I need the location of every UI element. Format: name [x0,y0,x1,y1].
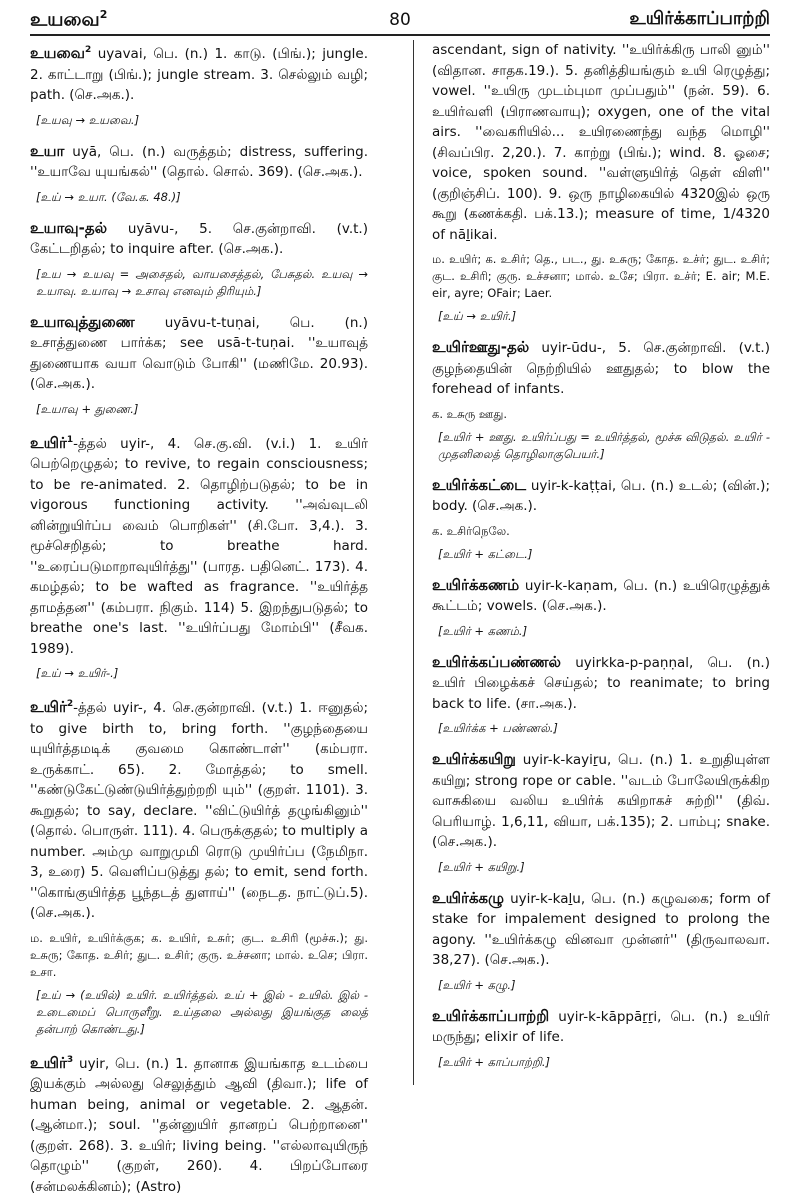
headword: உயிர்க்காப்பாற்றி [432,1006,550,1025]
dictionary-entry [432,337,770,400]
etymology-note: [உய் → உயிர்.] [438,309,517,323]
header-left-guide-word: உயவை$^2$ [30,8,108,31]
dictionary-entry [432,888,770,971]
definition-text: uyavai, பெ. (n.) 1. காடு. (பிங்.); jungle. 2. காட்டாறு (பிங்.); jungle stream. 3. செல்லும் வழி; path. (செ.அக.). [30,46,368,103]
headword: உயவை$^2$ [30,44,92,62]
header-rule [30,34,770,36]
cognates-line: ம. உயிர், உயிர்க்குக; க. உயிர், உசுர்; குட. உசிரி (மூச்சு.); து. உசுரு; கோத. உசிர்; துட. உசிர்; குரு. உச்சனா; மால். உசெ; பிரா. உசா. [30,930,368,979]
dictionary-entry [432,475,770,517]
definition-text: uyāvu-, 5. செ.குன்றாவி. (v.t.) கேட்டறிதல்; to inquire after. (செ.அக.). [30,220,368,257]
left-column [30,40,368,1203]
headword: உயிர்$^2$ [30,698,74,716]
headword: உயிர்ஊது-தல் [432,338,530,356]
etymology-note: [உயிர் + காப்பாற்றி.] [438,1054,551,1069]
definition-text: uyir-k-kayiṟu, பெ. (n.) 1. உறுதியுள்ள கயிறு; strong rope or cable. ''வடம் போலேயிருக்கிற வாசுகியை வலிய உயிர்க் கயிறாகச் சுற்றி'' (திவ். பெரியாழ். 1,6,11, வியா, பக்.135); 2. பாம்பு; snake. (செ.அக.). [432,752,770,850]
etymology-note: [உயாவு + துணை.] [36,401,139,416]
definition-text: uyir-ūdu-, 5. செ.குன்றாவி. (v.t.) குழந்தையின் நெற்றியில் ஊதுதல்; to blow the forehead of infants. [432,340,770,397]
definition-text: uyir-k-kaṭṭai, பெ. (n.) உடல்; (வின்.); body. (செ.அக.). [432,477,770,514]
etymology-note: [உய் → உயா. (வே.க. 48.)] [36,189,181,204]
dictionary-entry [30,218,368,260]
cognates-line: க. உசுரு ஊது. [432,406,508,421]
headword: உயாவுத்துணை [30,312,135,331]
dictionary-entry [432,652,770,715]
dictionary-entry [30,1050,368,1198]
headword: உயாவு-தல் [30,218,108,237]
dictionary-entry [432,749,770,853]
continued-definition: ascendant, sign of nativity. ''உயிர்க்கிரு பாலி னும்'' (விதான. சாதக.19.). 5. தனித்தியங்கும் உயி ரெழுத்து; vowel. ''உயிரு முடம்புமா முப்பதும்'' (நன். 59). 6. உயிர்வளி (பிராணவாயு); oxygen, one of the vital airs. ''வைகரியில்... உயிரணைந்து வந்த மொழி'' (சிவப்பிர. 2,20.). 7. காற்று (பிங்.); wind. 8. ஓசை; voice, spoken sound. ''வள்ளுயிர்த் தெள் விளி'' (குறிஞ்சிப். 100). 9. ஒரு நாழிகையில் 4320இல் ஒரு கூறு (கணக்கதி. பக்.13.); measure of time, 1/4320 of nāḻikai. [432,42,770,243]
headword: உயிர்க்கணம் [432,575,520,594]
right-column [432,40,770,1083]
headword: உயிர்க்கட்டை [432,475,527,494]
cognates-line: ம. உயிர்; க. உசிர்; தெ., பட., து. உசுரு; கோத. உச்ர்; துட. உசிர்; குட. உசிரி; குரு. உச்சனா; மால். உசே; பிரா. உச்ர்; E. air; M.E. eir, ayre; OFair; Laer. [432,252,770,300]
headword: உயிர்க்கயிறு [432,750,516,768]
etymology-note: [உய → உயவு = அசைதல், வாயசைத்தல், பேசுதல். உயவு → உயாவு. உயாவு → உசாவு எனவும் திரியும்.] [36,266,368,298]
definition-text: -த்தல் uyir-, 4. செ.குன்றாவி. (v.t.) 1. ஈனுதல்; to give birth to, bring forth. ''குழந்தையை யுயிர்த்தமடிக் குவமை கொண்டாள்'' (கம்பரா. உருக்காட். 65). 2. மோத்தல்; to smell. ''கண்டுகேட்டுண்டுயிர்த்துற்றறி யும்'' (குறள். 1101). 3. கூறுதல்; to say, declare. ''விட்டுயிர்த் தழுங்கினும்'' (தொல். பொருள். 111). 4. பெருக்குதல்; to multiply a number. அம்மு வாறுமுமி ரொடு முயிர்ப்ப (நேமிநா. 3, உரை) 5. வெளிப்படுத்து தல்; to emit, send forth. ''கொங்குயிர்த்த பூந்தடத் துளாய்'' (நைடத. நாட்டுப்.5). (செ.அக.). [30,700,368,921]
definition-text: uyā, பெ. (n.) வருத்தம்; distress, suffering. ''உயாவே யுயங்கல்'' (தொல். சொல். 369). (செ.அக.). [30,143,368,180]
column-divider [413,40,414,1085]
headword: உயிர்க்கழு [432,888,505,907]
dictionary-entry [30,430,368,660]
definition-text: uyāvu-t-tuṇai, பெ. (n.) உசாத்துணை பார்க்க; see usā-t-tuṇai. ''உயாவுத் துணையாக வயா வொடும் போகி'' (மணிமே. 20.93). (செ.அக.). [30,314,368,392]
etymology-note: [உயிர் + கழு.] [438,977,516,992]
definition-text: uyirkka-p-paṇṇal, பெ. (n.) உயிர் பிழைக்கச் செய்தல்; to reanimate; to bring back to life. (சா.அக.). [432,654,770,712]
headword: உயா [30,141,65,160]
etymology-note: [உய் → உயிர்-.] [36,666,119,680]
dictionary-entry [432,575,770,617]
cognates-line: க. உசிர்நெலே. [432,523,510,538]
headword: உயிர்க்கப்பண்ணல் [432,652,561,671]
definition-text: uyir-k-kāppāṟṟi, பெ. (n.) உயிர் மருந்து; elixir of life. [432,1008,770,1045]
etymology-note: [உயிர் + ஊது. உயிர்ப்பது = உயிர்த்தல், மூச்சு விடுதல். உயிர் - முதனிலைத் தொழிலாகுபெயர்.] [438,429,770,461]
etymology-note: [உயிர் + கட்டை.] [438,546,533,561]
page-number: 80 [389,10,411,30]
definition-text: uyir-k-kaḻu, பெ. (n.) கழுவகை; form of stake for impalement designed to prolong the agony. ''உயிர்க்கழு வினவா முன்னர்'' (திருவாலவா. 38,27). (செ.அக.). [432,890,770,968]
dictionary-entry [30,40,368,106]
etymology-note: [உயிர் + கணம்.] [438,623,528,638]
page-header [30,8,770,36]
etymology-note: [உயிர் + கயிறு.] [438,859,525,874]
etymology-note: [உயவு → உயவை.] [36,112,140,127]
etymology-note: [உயிர்க்க + பண்ணல்.] [438,721,558,735]
etymology-note: [உய் → (உயில்) உயிர். உயிர்த்தல். உய் + இல் - உயில். இல் - உடைமைப் பொருளீறு. உய்தலை அல்லது இயங்குத லைத் தன்பாற் கொண்டது.] [36,987,368,1036]
headword: உயிர்$^1$ [30,433,74,452]
definition-text: uyir-k-kaṇam, பெ. (n.) உயிரெழுத்துக் கூட்டம்; vowels. (செ.அக.). [432,577,770,614]
headword: உயிர்$^3$ [30,1053,74,1072]
definition-text: uyir, பெ. (n.) 1. தானாக இயங்காத உடம்பை இயக்கும் அல்லது செலுத்தும் ஆவி (திவா.); life of human being, animal or vegetable. 2. ஆதன். (ஆன்மா.); soul. ''தன்னுயிர் தானறப் பெற்றானை'' (குறள். 268). 3. உயிர்; living being. ''எல்லாவுயிருந் தொழும்'' (குறள், 260). 4. பிறப்போரை (சன்மலக்கினம்); (Astro) [30,1055,368,1195]
definition-text: -த்தல் uyir-, 4. செ.கு.வி. (v.i.) 1. உயிர் பெற்றெழுதல்; to revive, to regain consciousness; to be re-animated. 2. தொழிற்படுதல்; to be in vigorous functioning activity. ''அவ்வுடலி னின்றுயிர்ப்ப வைம் பொறிகள்'' (சி.போ. 3,4.). 3. மூச்செறிதல்; to breathe hard. ''உரைப்படுமாறாவுயிர்த்து'' (பாரத. பதினெட். 173). 4. கமழ்தல்; to be wafted as fragrance. ''உயிர்த்த தாமத்தன'' (கம்பரா. நிகும். 114) 5. இறந்துபடுதல்; to breathe one's last. ''உயிர்ப்பது மோம்பி'' (சீவக. 1989). [30,435,368,657]
dictionary-entry [432,1006,770,1048]
header-right-guide-word: உயிர்க்காப்பாற்றி [629,8,770,29]
dictionary-entry [30,312,368,395]
dictionary-entry [30,694,368,924]
dictionary-entry [30,141,368,183]
